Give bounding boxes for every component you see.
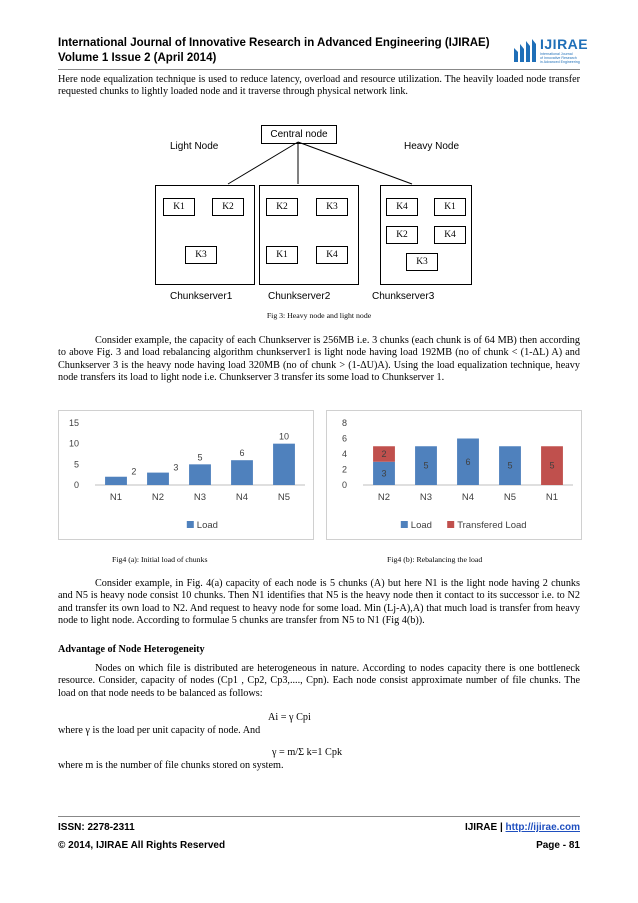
y-tick-label: 8: [341, 418, 347, 428]
x-tick-label-n2: N2: [377, 492, 391, 503]
fig4b-caption: Fig4 (b): Rebalancing the load: [387, 555, 483, 564]
heavy-node-label: Heavy Node: [404, 141, 460, 152]
site-prefix: IJIRAE |: [464, 822, 506, 833]
bar-load-n1: [105, 477, 127, 485]
issn: ISSN: 2278-2311: [58, 822, 135, 833]
legend-label-load: Load: [410, 520, 432, 531]
data-label: 5: [197, 452, 203, 463]
chunk-k1: K1: [434, 198, 466, 216]
x-tick-label-n1: N1: [109, 492, 123, 503]
y-tick-label: 15: [68, 418, 79, 428]
intro-paragraph: Here node equalization technique is used to reduce latency, overload and resource utilization. The heavily loaded node transfer requested chunks to lightly loaded node and it traverse through physical network link.: [58, 74, 580, 98]
x-tick-label-n2: N2: [151, 492, 165, 503]
data-label: 10: [278, 431, 290, 442]
logo-name: IJIRAE: [540, 36, 589, 52]
y-tick-label: 10: [68, 438, 79, 449]
footer-rule: [58, 816, 580, 817]
bar-load-n3: [189, 464, 211, 485]
fig3-caption: Fig 3: Heavy node and light node: [266, 311, 372, 320]
journal-logo: [512, 36, 590, 68]
x-tick-label-n5: N5: [277, 492, 291, 503]
formula-gamma-explanation: where m is the number of file chunks stored on system.: [58, 760, 284, 771]
journal-title: International Journal of Innovative Research in Advanced Engineering (IJIRAE): [58, 37, 490, 49]
chunk-k3: K3: [406, 253, 438, 271]
site-info: [465, 822, 580, 833]
copyright: © 2014, IJIRAE All Rights Reserved: [58, 840, 226, 851]
chunk-k2: K2: [212, 198, 244, 216]
chart-b: [327, 411, 581, 539]
section-heading: Advantage of Node Heterogeneity: [58, 644, 205, 655]
data-label: 5: [507, 460, 513, 471]
bar-load-n5: [273, 444, 295, 485]
light-node-label: Light Node: [170, 141, 219, 152]
chunk-k2: K2: [386, 226, 418, 244]
logo-sub-2: of Innovative Research: [540, 56, 577, 60]
chunkserver3-label: Chunkserver3: [372, 291, 435, 302]
central-node-box: Central node: [261, 125, 337, 144]
logo-sub-3: in Advanced Engineering: [540, 60, 580, 64]
chart-a-frame: [58, 410, 314, 540]
chart-a: [59, 411, 313, 539]
formula-a: Ai = γ Cpi: [268, 712, 311, 723]
legend-swatch-transferred: [447, 521, 454, 528]
y-tick-label: 6: [341, 433, 347, 444]
chunk-k3: K3: [185, 246, 217, 264]
header-rule: [58, 69, 580, 70]
chunk-k3: K3: [316, 198, 348, 216]
chunk-k4: K4: [316, 246, 348, 264]
x-tick-label-n3: N3: [419, 492, 433, 503]
chunk-k1: K1: [163, 198, 195, 216]
y-tick-label: 5: [73, 459, 79, 470]
data-label: 5: [423, 460, 429, 471]
page-number: Page - 81: [536, 840, 580, 851]
volume-info: Volume 1 Issue 2 (April 2014): [58, 52, 217, 64]
x-tick-label-n5: N5: [503, 492, 517, 503]
x-tick-label-n3: N3: [193, 492, 207, 503]
chunk-k2: K2: [266, 198, 298, 216]
example-paragraph-1: Consider example, the capacity of each Chunkserver is 256MB i.e. 3 chunks (each chunk is of 64 MB) then according to above Fig. 3 and load rebalancing algorithm chunkserver1 is light node having load 192MB (no of chunk < (1-ΔL) A) and Chunkserver 3 is the heavy node having load 320MB (no of chunk > (1-ΔU)A). Using the load equalization technique, heavy node transfers its load to light node i.e. Chunkserver 3 transfer its some load to Chunkserver 1.: [58, 335, 580, 384]
y-tick-label: 2: [341, 464, 347, 475]
legend-label-load: Load: [196, 520, 218, 531]
x-tick-label-n1: N1: [545, 492, 559, 503]
chunk-k4: K4: [434, 226, 466, 244]
x-tick-label-n4: N4: [235, 492, 249, 503]
legend-label-transferred: Transfered Load: [457, 520, 527, 531]
bar-load-n2: [147, 473, 169, 485]
data-label: 3: [173, 462, 179, 473]
data-label: 6: [465, 456, 471, 467]
data-label: 2: [381, 449, 387, 459]
chunkserver1-label: Chunkserver1: [170, 291, 233, 302]
bar-load-n4: [231, 460, 253, 485]
y-tick-label: 0: [341, 480, 347, 490]
formula-a-explanation: where γ is the load per unit capacity of node. And: [58, 725, 261, 736]
y-tick-label: 0: [73, 480, 79, 490]
data-label: 5: [549, 460, 555, 471]
formula-gamma: γ = m/Σ k=1 Cpk: [272, 747, 343, 758]
data-label: 2: [131, 466, 137, 477]
chunkserver2-label: Chunkserver2: [268, 291, 331, 302]
example-paragraph-2: Consider example, in Fig. 4(a) capacity of each node is 5 chunks (A) but here N1 is the light node having 2 chunks and N5 is heavy node consist 10 chunks. Then N1 identifies that N5 is the heavy node then it contact to its successor i.e. to N2 and transfer its own load to N2. And request to heavy node for some load. Min (Lj-A),A) that much load is transfer from heavy node to light node. According to formulae 5 chunks are transfer from N5 to N1 (Fig 4(b)).: [58, 578, 580, 627]
fig4a-caption: Fig4 (a): Initial load of chunks: [112, 555, 208, 564]
legend-swatch-load: [187, 521, 194, 528]
legend-swatch-load: [401, 521, 408, 528]
chunk-k1: K1: [266, 246, 298, 264]
site-link[interactable]: http://ijirae.com: [505, 822, 580, 833]
data-label: 6: [239, 448, 245, 459]
chart-b-frame: [326, 410, 582, 540]
chunk-k4: K4: [386, 198, 418, 216]
y-tick-label: 4: [341, 449, 347, 459]
logo-mark-icon: [512, 38, 538, 64]
heterogeneity-paragraph: Nodes on which file is distributed are heterogeneous in nature. According to nodes capacity there is one bottleneck resource. Consider, capacity of nodes (Cp1 , Cp2, Cp3,...., Cpn). Each node consist approximate number of file chunks. The load on that node needs to be balanced as follows:: [58, 663, 580, 699]
data-label: 3: [381, 468, 387, 479]
logo-sub-1: International Journal: [540, 52, 573, 56]
x-tick-label-n4: N4: [461, 492, 475, 503]
